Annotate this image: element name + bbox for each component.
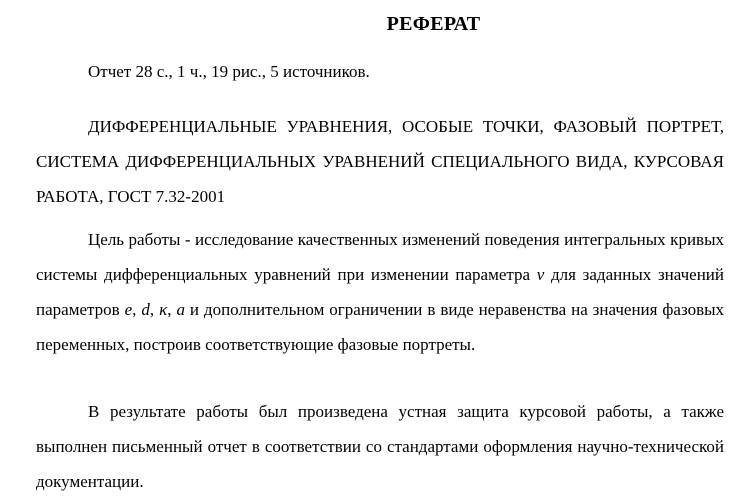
goal-text-part3: и дополнительном ограничении в виде неравенства на значения фазовых переменных, построив соответствующие фазовые портреты. (36, 300, 725, 354)
goal-paragraph (36, 222, 724, 362)
goal-text-part2: для заданных значений параметров (36, 265, 725, 319)
goal-text-part1: Цель работы - исследование качественных изменений поведения интегральных кривых системы дифференциальных уравнений при изменении параметра (36, 230, 724, 284)
separator: , (149, 300, 160, 319)
separator: , (132, 300, 142, 319)
result-paragraph: В результате работы был произведена устная защита курсовой работы, а также выполнен письменный отчет в соответствии со стандартами оформления научно-технической документации. (36, 402, 724, 491)
variable-e: e (124, 300, 133, 319)
variable-a: a (176, 300, 185, 319)
document-title: РЕФЕРАТ (386, 13, 481, 35)
variable-d: d (141, 300, 150, 319)
variable-nu: ν (536, 265, 545, 284)
variable-kappa: κ (159, 300, 168, 319)
report-summary: Отчет 28 с., 1 ч., 19 рис., 5 источников. (88, 62, 370, 81)
separator: , (167, 300, 177, 319)
keywords-paragraph: ДИФФЕРЕНЦИАЛЬНЫЕ УРАВНЕНИЯ, ОСОБЫЕ ТОЧКИ, ФАЗОВЫЙ ПОРТРЕТ, СИСТЕМА ДИФФЕРЕНЦИАЛЬНЫХ УРАВНЕНИЙ СПЕЦИАЛЬНОГО ВИДА, КУРСОВАЯ РАБОТА, ГОСТ 7.32-2001 (36, 117, 724, 206)
